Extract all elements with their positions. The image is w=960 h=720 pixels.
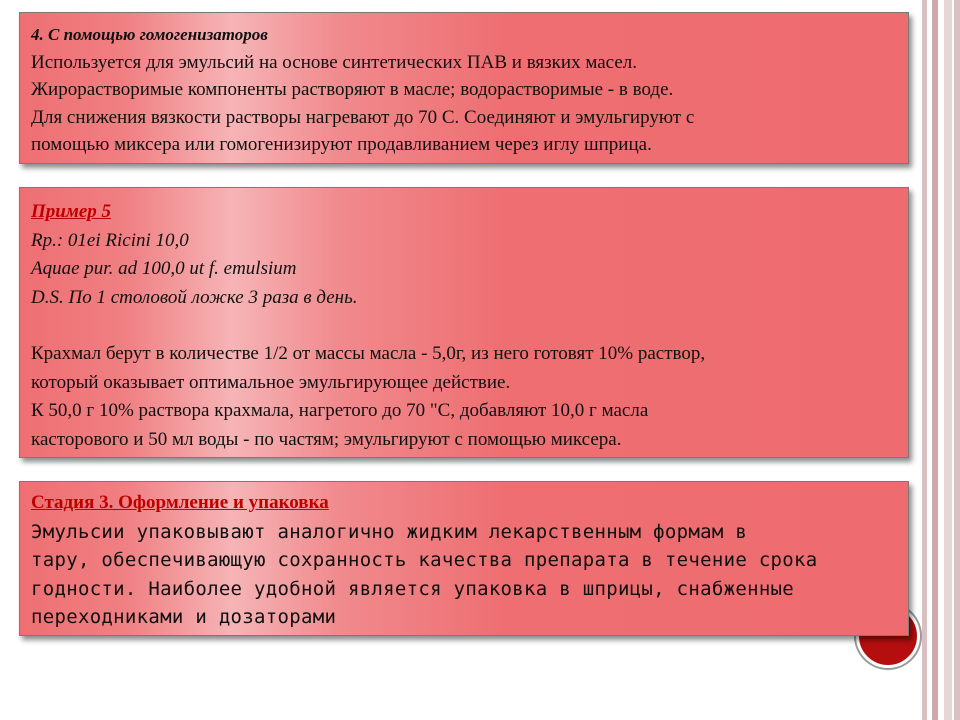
example-heading: Пример 5 bbox=[31, 201, 112, 222]
section-homogenizers bbox=[19, 12, 909, 164]
decorative-edge-bar bbox=[954, 0, 960, 720]
recipe-line: Aquae pur. ad 100,0 ut f. emulsium bbox=[31, 258, 297, 279]
text-line: переходниками и дозаторами bbox=[31, 606, 337, 628]
section-example-5 bbox=[19, 187, 909, 458]
text-line: тару, обеспечивающую сохранность качества препарата в течение срока bbox=[31, 549, 818, 571]
text-line: Эмульсии упаковывают аналогично жидким лекарственным формам в bbox=[31, 520, 748, 543]
text-line: который оказывает оптимальное эмульгирующее действие. bbox=[31, 371, 511, 393]
recipe-line: Rp.: 01ei Ricini 10,0 bbox=[31, 229, 189, 251]
text-line: помощью миксера или гомогенизируют продавливанием через иглу шприца. bbox=[31, 134, 652, 155]
stage-heading: Стадия 3. Оформление и упаковка bbox=[31, 492, 329, 513]
decorative-edge-bar bbox=[932, 0, 938, 720]
section-title: 4. С помощью гомогенизаторов bbox=[31, 25, 268, 44]
text-line: Используется для эмульсий на основе синтетических ПАВ и вязких масел. bbox=[31, 51, 637, 73]
decorative-edge-bar bbox=[922, 0, 927, 720]
text-line: Жирорастворимые компоненты растворяют в масле; водорастворимые - в воде. bbox=[31, 79, 674, 100]
decorative-edge-bar bbox=[944, 0, 952, 720]
text-line: годности. Наиболее удобной является упаковка в шприцы, снабженные bbox=[31, 577, 795, 600]
text-line: К 50,0 г 10% раствора крахмала, нагретого до 70 "С, добавляют 10,0 г масла bbox=[31, 400, 649, 421]
recipe-line: D.S. По 1 столовой ложке 3 раза в день. bbox=[31, 286, 358, 308]
text-line: Для снижения вязкости растворы нагревают до 70 С. Соединяют и эмульгируют с bbox=[31, 106, 695, 128]
section-stage-3 bbox=[19, 481, 909, 636]
spacer bbox=[31, 312, 897, 340]
text-line: Крахмал берут в количестве 1/2 от массы масла - 5,0г, из него готовят 10% раствор, bbox=[31, 343, 706, 364]
text-line: касторового и 50 мл воды - по частям; эмульгируют с помощью миксера. bbox=[31, 428, 622, 450]
